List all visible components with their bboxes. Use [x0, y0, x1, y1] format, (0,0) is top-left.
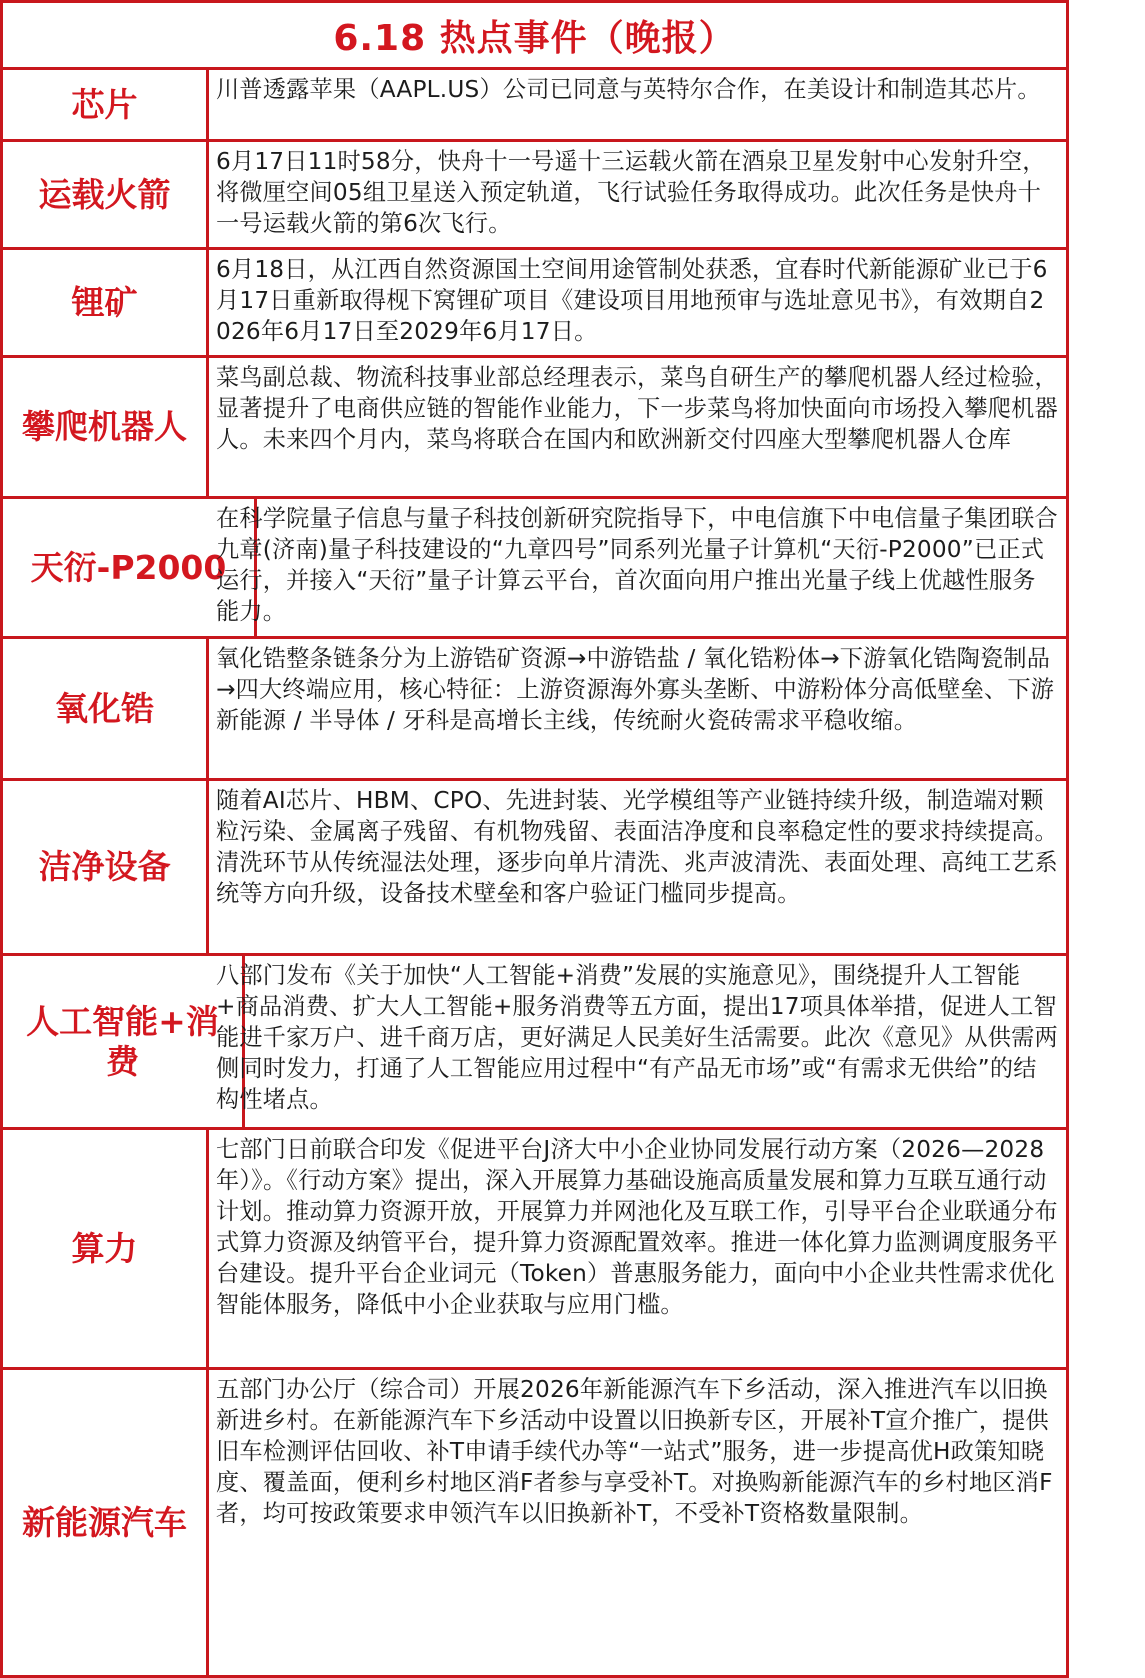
- topic-row-climbing-robot: [3, 358, 1066, 499]
- topic-row-zirconia: [3, 639, 1066, 781]
- topic-row-ai-consumption: [3, 956, 1066, 1130]
- topic-label: 运载火箭: [3, 142, 209, 247]
- topic-text: 五部门办公厅（综合司）开展2026年新能源汽车下乡活动，深入推进汽车以旧换新进乡村。在新能源汽车下乡活动中设置以旧换新专区，开展补T宣介推广，提供旧车检测评估回收、补T申请手续代办等“一站式”服务，进一步提高优H政策知晓度、覆盖面，便利乡村地区消F者参与享受补T。对换购新能源汽车的乡村地区消F者，均可按政策要求申领汽车以旧换新补T，不受补T资格数量限制。: [216, 1376, 1053, 1527]
- topic-text: 八部门发布《关于加快“人工智能+消费”发展的实施意见》，围绕提升人工智能+商品消费、扩大人工智能+服务消费等五方面，提出17项具体举措，促进人工智能进千家万户、进千商万店，更好满足人民美好生活需要。此次《意见》从供需两侧同时发力，打通了人工智能应用过程中“有产品无市场”或“有需求无供给”的结构性堵点。: [216, 962, 1058, 1113]
- topic-text: 川普透露苹果（AAPL.US）公司已同意与英特尔合作，在美设计和制造其芯片。: [216, 76, 1041, 103]
- topic-row-new-energy-vehicle: [3, 1370, 1066, 1675]
- page-title: 6.18 热点事件（晚报）: [3, 3, 1066, 70]
- topic-text: 七部门日前联合印发《促进平台J济大中小企业协同发展行动方案（2026—2028年）》。《行动方案》提出，深入开展算力基础设施高质量发展和算力互联互通行动计划。推动算力资源开放，开展算力并网池化及互联工作，引导平台企业联通分布式算力资源及纳管平台，提升算力资源配置效率。推进一体化算力监测调度服务平台建设。提升平台企业词元（Token）普惠服务能力，面向中小企业共性需求优化智能体服务，降低中小企业获取与应用门槛。: [216, 1136, 1058, 1318]
- topic-label: 芯片: [3, 70, 209, 139]
- topic-row-computing-power: [3, 1130, 1066, 1370]
- topic-row-chip: [3, 70, 1066, 142]
- topic-row-rocket: [3, 142, 1066, 250]
- topic-text: 6月17日11时58分，快舟十一号遥十三运载火箭在酒泉卫星发射中心发射升空，将微厘空间05组卫星送入预定轨道，飞行试验任务取得成功。此次任务是快舟十一号运载火箭的第6次飞行。: [216, 148, 1046, 237]
- topic-label: 新能源汽车: [3, 1370, 209, 1675]
- topic-text: 随着AI芯片、HBM、CPO、先进封装、光学模组等产业链持续升级，制造端对颗粒污染、金属离子残留、有机物残留、表面洁净度和良率稳定性的要求持续提高。清洗环节从传统湿法处理，逐步向单片清洗、兆声波清洗、表面处理、高纯工艺系统等方向升级，设备技术壁垒和客户验证门槛同步提高。: [216, 787, 1058, 907]
- topic-label: 算力: [3, 1130, 209, 1367]
- topic-label: 氧化锆: [3, 639, 209, 778]
- topic-label: 洁净设备: [3, 781, 209, 953]
- topic-text: 菜鸟副总裁、物流科技事业部总经理表示，菜鸟自研生产的攀爬机器人经过检验，显著提升了电商供应链的智能作业能力，下一步菜鸟将加快面向市场投入攀爬机器人。未来四个月内，菜鸟将联合在国内和欧洲新交付四座大型攀爬机器人仓库: [216, 364, 1058, 453]
- topic-row-clean-equipment: [3, 781, 1066, 956]
- topic-label: 天衍-P2000: [3, 499, 257, 636]
- topic-label: 攀爬机器人: [3, 358, 209, 496]
- topic-row-lithium: [3, 250, 1066, 358]
- topic-label: 锂矿: [3, 250, 209, 355]
- topic-text: 氧化锆整条链条分为上游锆矿资源→中游锆盐 / 氧化锆粉体→下游氧化锆陶瓷制品→四大终端应用，核心特征：上游资源海外寡头垄断、中游粉体分高低壁垒、下游新能源 / 半导体 / 牙科是高增长主线，传统耐火瓷砖需求平稳收缩。: [216, 645, 1055, 734]
- topic-row-quantum: [3, 499, 1066, 639]
- topic-text: 在科学院量子信息与量子科技创新研究院指导下，中电信旗下中电信量子集团联合九章(济南)量子科技建设的“九章四号”同系列光量子计算机“天衍-P2000”已正式运行，并接入“天衍”量子计算云平台，首次面向用户推出光量子线上优越性服务能力。: [216, 505, 1058, 625]
- topic-label: 人工智能+消费: [3, 956, 245, 1127]
- topic-text: 6月18日，从江西自然资源国土空间用途管制处获悉，宜春时代新能源矿业已于6月17日重新取得枧下窝锂矿项目《建设项目用地预审与选址意见书》，有效期自2026年6月17日至2029年6月17日。: [216, 256, 1048, 345]
